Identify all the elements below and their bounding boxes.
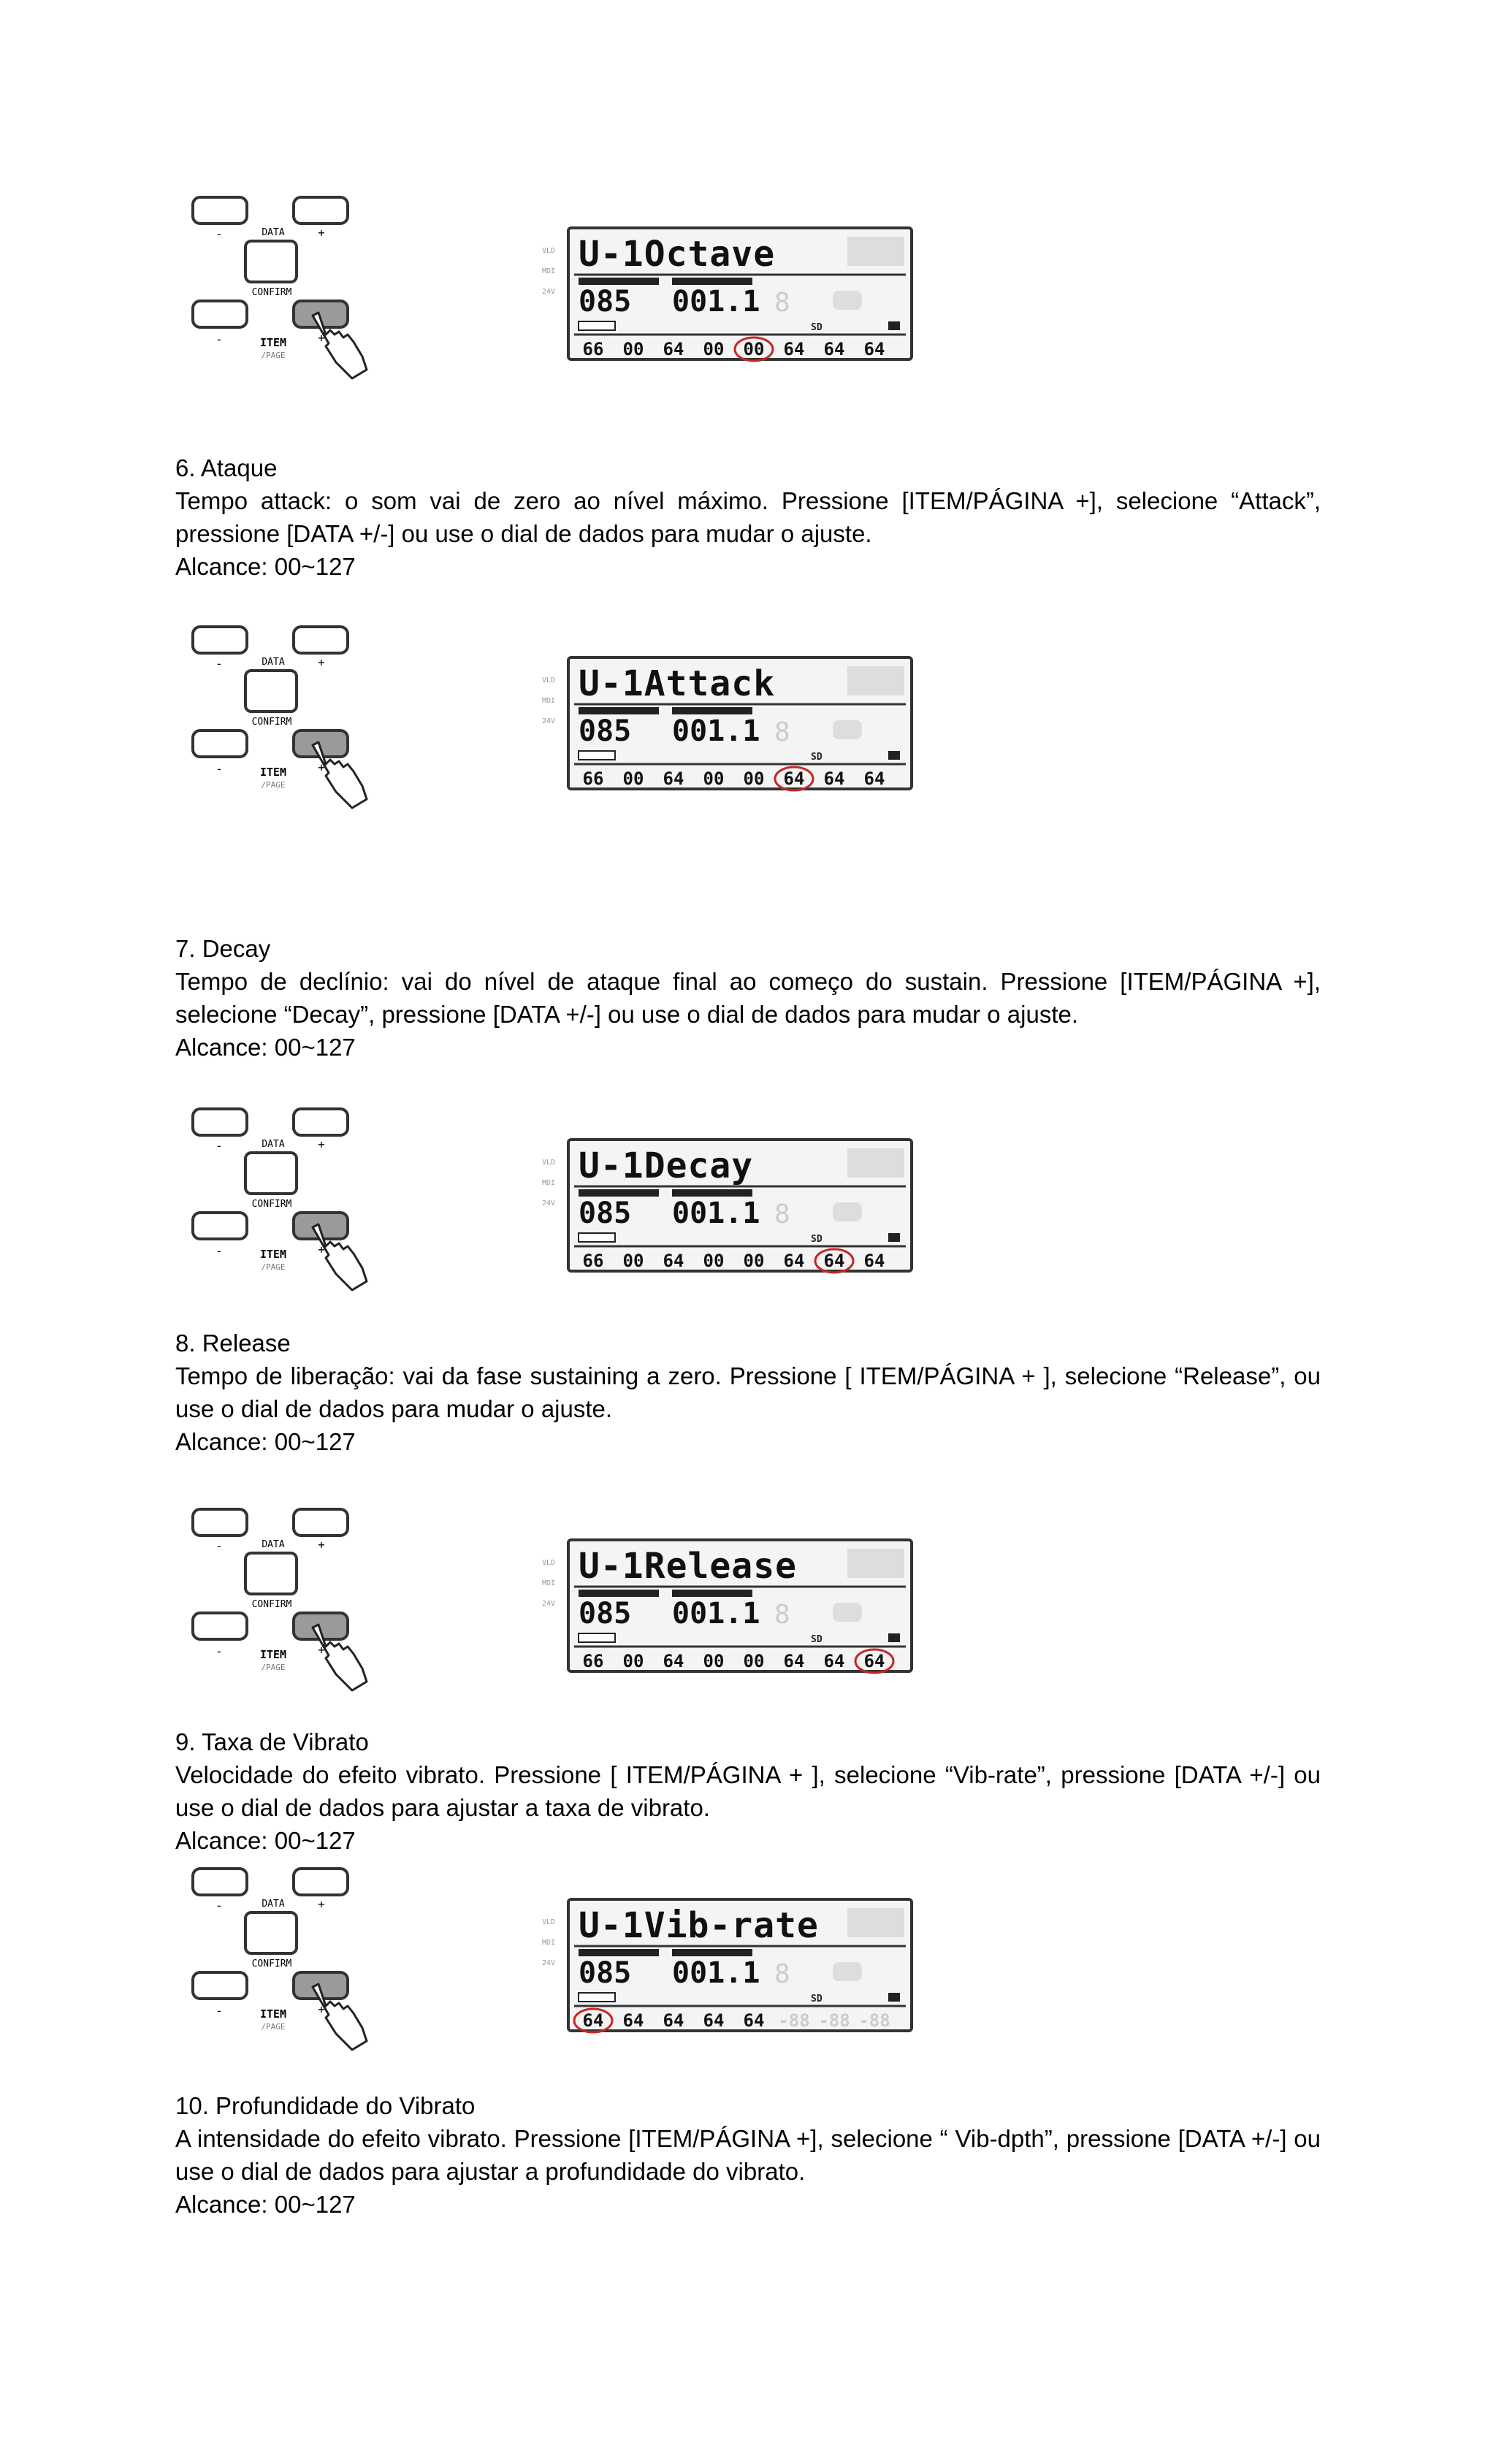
lcd-tag: [672, 1189, 752, 1197]
minus-label: -: [215, 2004, 223, 2018]
lcd-param-value: 64: [783, 1251, 805, 1271]
lcd-lower-tag: SD: [811, 322, 823, 333]
data-plus-button[interactable]: [294, 1109, 348, 1135]
section-body: Velocidade do efeito vibrato. Pressione [ ITEM/PÁGINA + ], selecione “Vib-rate”, pressione [DATA +/-] ou use o dial de dados para ajustar a taxa de vibrato.: [175, 1761, 1321, 1821]
lcd-param-value: 64: [783, 1651, 805, 1671]
section-heading: 9. Taxa de Vibrato: [175, 1728, 369, 1755]
confirm-button[interactable]: [245, 241, 297, 282]
confirm-label: CONFIRM: [251, 1958, 292, 1969]
item-minus-button[interactable]: [193, 301, 247, 327]
data-plus-button[interactable]: [294, 1869, 348, 1895]
lcd-lower-tag: SD: [811, 1994, 823, 2005]
section-heading: 6. Ataque: [175, 454, 278, 481]
plus-label: +: [318, 1538, 325, 1552]
lcd-bar: [579, 751, 615, 760]
lcd-ghost-icon: [833, 291, 862, 310]
lcd-tag: [579, 278, 659, 285]
lcd-ghost-icon: [833, 1603, 862, 1622]
lcd-display: [533, 650, 928, 796]
section-heading: 10. Profundidade do Vibrato: [175, 2092, 476, 2119]
minus-label: -: [215, 657, 223, 671]
lcd-ghost-icon: [833, 720, 862, 739]
lcd-param-value: 64: [743, 2010, 765, 2031]
plus-label: +: [318, 1137, 325, 1151]
lcd-side-label: VLD: [542, 676, 556, 684]
data-label: DATA: [262, 657, 285, 668]
item-label: ITEM: [259, 1248, 287, 1261]
lcd-side-label: MDI: [542, 697, 556, 705]
lcd-param-value: 00: [622, 339, 644, 359]
minus-label: -: [215, 1244, 223, 1258]
plus-label: +: [318, 331, 325, 345]
lcd-param-value: 64: [863, 339, 885, 359]
data-label: DATA: [262, 227, 285, 238]
lcd-param-value: 00: [743, 1251, 765, 1271]
lcd-side-label: 24V: [542, 1959, 556, 1967]
item-minus-button[interactable]: [193, 1972, 247, 1999]
data-minus-button[interactable]: [193, 627, 247, 653]
lcd-param-value: 66: [582, 1251, 604, 1271]
lcd-lower-tag: SD: [811, 1634, 823, 1645]
lcd-screen-title: U-1Release: [579, 1546, 797, 1587]
button-panel: [183, 1863, 387, 2053]
lcd-param-value: 64: [663, 2010, 684, 2031]
button-panel: [183, 1103, 387, 1293]
lcd-lower-tag: SD: [811, 752, 823, 763]
minus-label: -: [215, 1899, 223, 1912]
lcd-bar: [579, 1633, 615, 1642]
lcd-side-label: VLD: [542, 1918, 556, 1926]
lcd-side-label: VLD: [542, 247, 556, 255]
lcd-tag: [672, 278, 752, 285]
confirm-label: CONFIRM: [251, 1199, 292, 1210]
data-label: DATA: [262, 1899, 285, 1910]
section-range: Alcance: 00~127: [175, 1827, 356, 1854]
plus-label: +: [318, 655, 325, 669]
plus-label: +: [318, 226, 325, 240]
lcd-param-value: -88: [778, 2010, 810, 2031]
minus-label: -: [215, 1139, 223, 1153]
lcd-screen-title: U-1Decay: [579, 1145, 754, 1186]
lcd-param-value: 00: [743, 339, 765, 359]
lcd-screen-title: U-1Octave: [579, 234, 776, 275]
item-label: ITEM: [259, 2007, 287, 2021]
lcd-ghost-icon: [833, 1962, 862, 1981]
lcd-param-value: 64: [663, 1651, 684, 1671]
lcd-segment-ghost: [847, 666, 904, 695]
plus-label: +: [318, 2002, 325, 2016]
lcd-param-value: 00: [622, 1651, 644, 1671]
confirm-label: CONFIRM: [251, 1599, 292, 1610]
lcd-param-value: 00: [743, 1651, 765, 1671]
page-label: /PAGE: [261, 1663, 286, 1672]
data-minus-button[interactable]: [193, 1109, 247, 1135]
lcd-beat: 001.1: [672, 1956, 760, 1990]
section-range: Alcance: 00~127: [175, 2191, 356, 2218]
item-label: ITEM: [259, 766, 287, 779]
lcd-beat: 001.1: [672, 714, 760, 748]
lcd-param-value: -88: [858, 2010, 890, 2031]
plus-label: +: [318, 1243, 325, 1256]
section-range: Alcance: 00~127: [175, 553, 356, 580]
lcd-side-label: VLD: [542, 1559, 556, 1567]
lcd-side-label: MDI: [542, 267, 556, 275]
section-vibrato-rate: [175, 1725, 1321, 1857]
page-label: /PAGE: [261, 780, 286, 790]
lcd-segment-ghost: [847, 1549, 904, 1578]
section-release: [175, 1327, 1321, 1458]
lcd-param-value: 64: [863, 768, 885, 789]
data-minus-button[interactable]: [193, 197, 247, 224]
data-plus-button[interactable]: [294, 197, 348, 224]
figure-decay: [183, 1103, 906, 1293]
lcd-tag: [579, 1590, 659, 1597]
lcd-ghost-digit: 8: [774, 288, 790, 318]
lcd-segment-ghost: [847, 1908, 904, 1937]
lcd-ghost-digit: 8: [774, 1959, 790, 1989]
section-range: Alcance: 00~127: [175, 1034, 356, 1061]
lcd-param-value: 64: [823, 1651, 845, 1671]
lcd-param-value: 64: [663, 339, 684, 359]
data-plus-button[interactable]: [294, 1509, 348, 1536]
section-heading: 7. Decay: [175, 935, 271, 962]
lcd-param-value: 64: [823, 1251, 845, 1271]
lcd-side-label: VLD: [542, 1159, 556, 1167]
section-body: Tempo de declínio: vai do nível de ataque final ao começo do sustain. Pressione [ITEM/PÁGINA +], selecione “Decay”, pressione [DATA +/-] ou use o dial de dados para mudar o ajuste.: [175, 968, 1321, 1028]
lcd-param-value: 66: [582, 339, 604, 359]
lcd-marker: [888, 1993, 900, 2002]
data-label: DATA: [262, 1139, 285, 1150]
item-minus-button[interactable]: [193, 1213, 247, 1239]
page-label: /PAGE: [261, 2022, 286, 2032]
figure-attack: [183, 621, 906, 811]
page-label: /PAGE: [261, 351, 286, 360]
confirm-label: CONFIRM: [251, 717, 292, 728]
section-body: Tempo de liberação: vai da fase sustaining a zero. Pressione [ ITEM/PÁGINA + ], selecione “Release”, ou use o dial de dados para mudar o ajuste.: [175, 1362, 1321, 1422]
lcd-marker: [888, 1233, 900, 1242]
section-body: A intensidade do efeito vibrato. Pressione [ITEM/PÁGINA +], selecione “ Vib-dpth”, pressione [DATA +/-] ou use o dial de dados para ajustar a profundidade do vibrato.: [175, 2125, 1321, 2185]
data-label: DATA: [262, 1539, 285, 1550]
lcd-param-value: 64: [783, 768, 805, 789]
lcd-param-value: 00: [743, 768, 765, 789]
lcd-voice-number: 085: [579, 1197, 632, 1230]
lcd-param-value: 64: [663, 768, 684, 789]
lcd-side-label: 24V: [542, 1199, 556, 1208]
button-panel: [183, 191, 387, 381]
lcd-bar: [579, 1233, 615, 1242]
confirm-button[interactable]: [245, 1153, 297, 1194]
lcd-ghost-digit: 8: [774, 717, 790, 747]
section-range: Alcance: 00~127: [175, 1428, 356, 1455]
lcd-side-label: 24V: [542, 717, 556, 725]
lcd-beat: 001.1: [672, 1197, 760, 1230]
section-heading: 8. Release: [175, 1330, 291, 1357]
section-ataque: [175, 451, 1321, 583]
lcd-marker: [888, 321, 900, 330]
lcd-param-value: 00: [703, 768, 725, 789]
lcd-param-value: 64: [863, 1251, 885, 1271]
lcd-ghost-icon: [833, 1202, 862, 1221]
lcd-tag: [672, 707, 752, 714]
lcd-segment-ghost: [847, 1148, 904, 1178]
lcd-param-value: 64: [783, 339, 805, 359]
lcd-side-label: MDI: [542, 1179, 556, 1187]
section-body: Tempo attack: o som vai de zero ao nível máximo. Pressione [ITEM/PÁGINA +], selecione “Attack”, pressione [DATA +/-] ou use o dial de dados para mudar o ajuste.: [175, 487, 1321, 547]
item-minus-button[interactable]: [193, 1613, 247, 1639]
lcd-side-label: MDI: [542, 1579, 556, 1587]
item-minus-button[interactable]: [193, 731, 247, 757]
lcd-param-value: 64: [663, 1251, 684, 1271]
lcd-param-value: 66: [582, 768, 604, 789]
lcd-voice-number: 085: [579, 1597, 632, 1630]
lcd-beat: 001.1: [672, 285, 760, 319]
lcd-param-value: 64: [823, 339, 845, 359]
lcd-screen-title: U-1Vib-rate: [579, 1905, 819, 1946]
button-panel: [183, 621, 387, 811]
page-label: /PAGE: [261, 1262, 286, 1272]
lcd-param-value: 64: [582, 2010, 604, 2031]
lcd-beat: 001.1: [672, 1597, 760, 1630]
lcd-tag: [672, 1949, 752, 1956]
confirm-button[interactable]: [245, 1912, 297, 1953]
lcd-marker: [888, 751, 900, 760]
lcd-bar: [579, 321, 615, 330]
confirm-button[interactable]: [245, 671, 297, 712]
section-vibrato-depth: [175, 2089, 1321, 2221]
minus-label: -: [215, 762, 223, 776]
lcd-display: [533, 1892, 928, 2038]
lcd-lower-tag: SD: [811, 1234, 823, 1245]
minus-label: -: [215, 227, 223, 241]
lcd-param-value: 64: [863, 1651, 885, 1671]
lcd-ghost-digit: 8: [774, 1600, 790, 1630]
lcd-side-label: MDI: [542, 1939, 556, 1947]
lcd-param-value: 00: [622, 1251, 644, 1271]
minus-label: -: [215, 1539, 223, 1553]
figure-release: [183, 1503, 906, 1693]
lcd-marker: [888, 1633, 900, 1642]
lcd-tag: [579, 707, 659, 714]
lcd-param-value: 00: [703, 1651, 725, 1671]
minus-label: -: [215, 332, 223, 346]
lcd-param-value: 66: [582, 1651, 604, 1671]
figure-octave: [183, 191, 906, 381]
lcd-param-value: -88: [818, 2010, 850, 2031]
plus-label: +: [318, 1897, 325, 1911]
data-minus-button[interactable]: [193, 1869, 247, 1895]
data-minus-button[interactable]: [193, 1509, 247, 1536]
data-plus-button[interactable]: [294, 627, 348, 653]
button-panel: [183, 1503, 387, 1693]
plus-label: +: [318, 1643, 325, 1657]
confirm-label: CONFIRM: [251, 287, 292, 298]
lcd-side-label: 24V: [542, 1600, 556, 1608]
lcd-tag: [579, 1189, 659, 1197]
lcd-param-value: 64: [622, 2010, 644, 2031]
lcd-display: [533, 221, 928, 367]
lcd-bar: [579, 1993, 615, 2002]
confirm-button[interactable]: [245, 1553, 297, 1594]
lcd-ghost-digit: 8: [774, 1199, 790, 1229]
lcd-display: [533, 1533, 928, 1679]
minus-label: -: [215, 1644, 223, 1658]
lcd-tag: [579, 1949, 659, 1956]
lcd-param-value: 64: [703, 2010, 725, 2031]
lcd-screen-title: U-1Attack: [579, 663, 776, 704]
lcd-voice-number: 085: [579, 285, 632, 319]
lcd-segment-ghost: [847, 237, 904, 266]
lcd-voice-number: 085: [579, 1956, 632, 1990]
section-decay: [175, 932, 1321, 1064]
lcd-param-value: 00: [703, 1251, 725, 1271]
item-label: ITEM: [259, 336, 287, 349]
lcd-voice-number: 085: [579, 714, 632, 748]
item-label: ITEM: [259, 1648, 287, 1661]
lcd-tag: [672, 1590, 752, 1597]
lcd-side-label: 24V: [542, 288, 556, 296]
lcd-param-value: 00: [622, 768, 644, 789]
lcd-param-value: 64: [823, 768, 845, 789]
figure-vib-rate: [183, 1863, 906, 2053]
lcd-display: [533, 1132, 928, 1278]
lcd-param-value: 00: [703, 339, 725, 359]
plus-label: +: [318, 760, 325, 774]
